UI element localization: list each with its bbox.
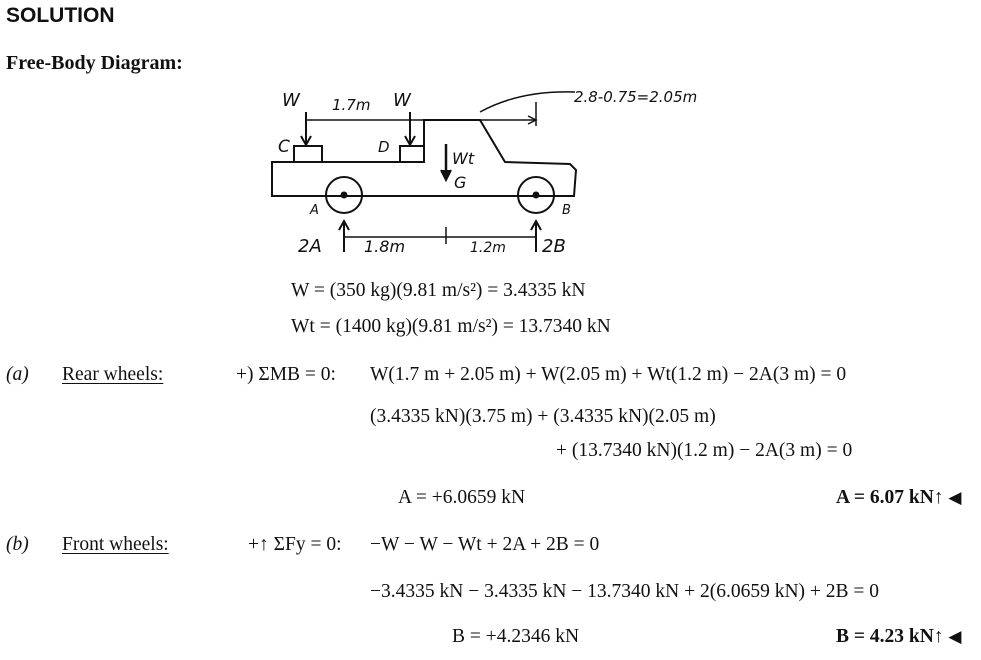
part-b-equation-1: −W − W − Wt + 2A + 2B = 0	[370, 534, 600, 555]
up-arrow-icon: ↑	[933, 487, 944, 508]
part-a-equation-2: (3.4335 kN)(3.75 m) + (3.4335 kN)(2.05 m)	[370, 406, 716, 427]
label-2b: 2B	[542, 236, 566, 257]
label-b: B	[562, 203, 571, 218]
part-a-result: A = +6.0659 kN	[398, 487, 526, 508]
label-dim-17: 1.7m	[332, 96, 371, 114]
load-box-d	[400, 146, 424, 162]
part-a-label: Rear wheels:	[62, 364, 164, 385]
free-body-diagram	[260, 82, 740, 267]
force-sum-label: +↑ ΣFy = 0:	[248, 534, 342, 555]
part-a-tag: (a)	[6, 364, 29, 385]
part-b-answer	[836, 626, 962, 648]
label-a: A	[310, 203, 319, 218]
label-d: D	[378, 138, 390, 156]
part-b-result: B = +4.2346 kN	[452, 626, 580, 647]
part-b-answer-text: B = 4.23 kN	[836, 626, 934, 647]
label-g: G	[454, 173, 467, 192]
part-a-answer-text: A = 6.07 kN	[836, 487, 934, 508]
label-wt: Wt	[452, 149, 475, 168]
label-dim-note: 2.8-0.75=2.05m	[574, 88, 698, 106]
up-arrow-icon: ↑	[933, 626, 944, 647]
answer-marker-icon: ◀	[948, 488, 962, 507]
truck-weight-equation: Wt = (1400 kg)(9.81 m/s²) = 13.7340 kN	[291, 316, 611, 337]
label-w-left: W	[282, 90, 300, 111]
label-dim-12: 1.2m	[470, 240, 506, 256]
answer-marker-icon: ◀	[948, 627, 962, 646]
label-c: C	[278, 137, 290, 157]
part-b-label: Front wheels:	[62, 534, 169, 555]
label-2a: 2A	[298, 236, 322, 257]
part-a-answer	[836, 487, 962, 509]
weight-equation: W = (350 kg)(9.81 m/s²) = 3.4335 kN	[291, 280, 586, 301]
part-b-equation-2: −3.4335 kN − 3.4335 kN − 13.7340 kN + 2(6.0659 kN) + 2B = 0	[370, 581, 880, 602]
moment-sum-label: +) ΣMB = 0:	[236, 364, 336, 385]
fbd-title: Free-Body Diagram:	[6, 52, 183, 74]
part-a-equation-1: W(1.7 m + 2.05 m) + W(2.05 m) + Wt(1.2 m) − 2A(3 m) = 0	[370, 364, 847, 385]
part-b-tag: (b)	[6, 534, 29, 555]
load-box-c	[294, 146, 322, 162]
solution-heading: SOLUTION	[6, 4, 115, 27]
label-w-right: W	[393, 90, 411, 111]
label-dim-18: 1.8m	[364, 237, 406, 256]
part-a-equation-3: + (13.7340 kN)(1.2 m) − 2A(3 m) = 0	[556, 440, 853, 461]
